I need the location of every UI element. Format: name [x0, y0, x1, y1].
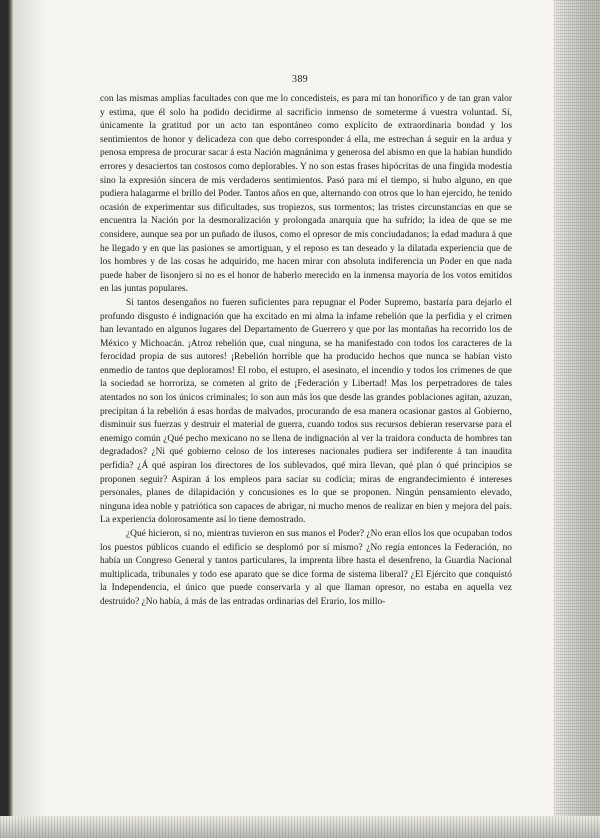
paragraph-3: ¿Qué hicieron, si no, mientras tuvieron en sus manos el Poder? ¿No eran ellos los que ocupaban todos los puestos públicos cuando el edificio se desplomó por sí mismo? ¿No regía entonces la Federación, no había un Congreso General y tantos particulares, la imprenta libre hasta el desenfreno, la Guardia Nacional multiplicada, tribunales y todo ese aparato que se dice forma de sistema liberal? ¿El Ejército que conquistó la Independencia, el único que puede conservarla y al que llaman opresor, no estaba en aquella vez destruido? ¿No había, á más de las entradas ordinarias del Erario, los millo- — [100, 529, 512, 607]
body-text — [100, 93, 512, 610]
page-number: 389 — [292, 74, 308, 85]
paragraph-1: con las mismas amplias facultades con que me lo concedisteis, es para mí tan honorífico y de tan gran valor y estima, que él solo ha podido decidirme al sacrificio inmenso de someterme á vuestra voluntad. Sí, únicamente la gratitud por un acto tan espontáneo como explícito de extraordinaria bondad y los sentimientos de honor y delicadeza con que debo corresponder á ella, me estrechan á seguir en la ardua y penosa empresa de procurar sacar á esta Nación magnánima y generosa del abismo en que la habían hundido errores y desaciertos tan costosos como deplorables. Y no son estas frases hipócritas de una fingida modestia sino la expresión sincera de mis verdaderos sentimientos. Pasó para mí el tiempo, si hubo alguno, en que pudiera halagarme el brillo del Poder. Tantos años en que, alternando con otros que lo han ejercido, he tenido ocasión de experimentar sus dificultades, sus tropiezos, sus tormentos; las tristes circunstancias en que se encuentra la Nación por la desmoralización y prolongada anarquía que ha sufrido; la idea de que se me considere, aunque sea por un puñado de ilusos, como el opresor de mis conciudadanos; la edad madura á que he llegado y en que las pasiones se amortiguan, y el reposo es tan deseado y la dilatada experiencia que de los hombres y de las cosas he adquirido, me hacen mirar con absoluta indiferencia un Poder en que nada puede haber de lisonjero si no es el honor de haberlo merecido en la inmensa mayoría de los votos emitidos en las juntas populares. — [100, 94, 512, 295]
page-stack-edge-bottom — [0, 816, 600, 838]
book-binding-edge — [0, 0, 14, 838]
paragraph-2: Si tantos desengaños no fueren suficientes para repugnar el Poder Supremo, bastaría para dejarlo el profundo disgusto é indignación que ha excitado en mi alma la infame rebelión que la perfidia y el crimen han levantado en algunos lugares del Departamento de Guerrero y que por las montañas ha recorrido los de México y Michoacán. ¡Atroz rebelión que, cual ninguna, se ha manifestado con todos los caracteres de la ferocidad propia de sus autores! ¡Rebelión horrible que ha producido hechos que nunca se habían visto enmedio de tantos que deploramos! El robo, el estupro, el asesinato, el incendio y todos los crímenes de que la sociedad se horroriza, se cometen al grito de ¡Federación y Libertad! Mas los perpetradores de tales atentados no son los únicos criminales; lo son aun más los que desde las grandes poblaciones agitan, azuzan, precipitan á la rebelión á esas hordas de malvados, procurando de esa manera ocasionar gastos al Gobierno, disminuir sus fuerzas y destruir el material de guerra, cuando todos sus recursos debieran reservarse para el enemigo común ¿Qué pecho mexicano no se llena de indignación al ver la traidora conducta de hombres tan degradados? ¿Ni qué gobierno celoso de los intereses nacionales pudiera ser indiferente á tan inaudita perfidia? ¿Á qué aspiran los directores de los sublevados, qué mira llevan, qué plan ó qué principios se proponen seguir? Aspiran á los empleos para saciar su codicia; miras de engrandecimiento é intereses personales, planes de dilapidación y concusiones es lo que se proponen. Ningún pensamiento elevado, ninguna idea noble y patriótica son capaces de abrigar, ni mucho menos de realizar en bien y mejora del país. La experiencia dolorosamente así lo tiene demostrado. — [100, 297, 512, 526]
binding-shadow — [14, 0, 44, 838]
page-stack-edge-right — [554, 0, 600, 838]
